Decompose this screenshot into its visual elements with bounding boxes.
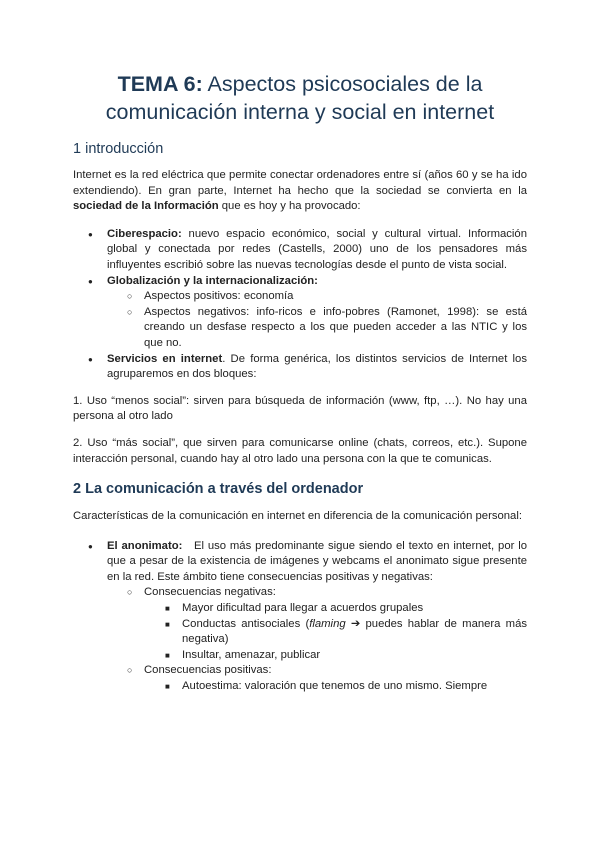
sublist-item-negativos: ○ Aspectos negativos: info-ricos e info-pobres (Ramonet, 1998): se está creando un desfase respecto a los que pueden acceder a las NTIC y los que no. (107, 305, 527, 352)
bullet-bold-label: Ciberespacio: (107, 227, 182, 240)
conductas-text-end: ➔ puedes hablar de manera más negativa) (182, 617, 528, 646)
consecuencias-list (73, 585, 527, 694)
section-2-heading: 2 La comunicación a través del ordenador (73, 481, 364, 498)
uso-menos-social: 1. Uso “menos social”: sirven para búsqueda de información (www, ftp, …). No hay una persona al otro lado (73, 394, 527, 423)
consecuencias-negativas-label: Consecuencias negativas: (144, 586, 276, 599)
list-item-ciberespacio (73, 227, 527, 274)
bullet-text: nuevo espacio económico, social y cultural virtual. Información global y conectada por redes (Castells, 2000) uno de los pensadores más influyentes escribió sobre las nuevas tecnologías desde el punto de vista social. (107, 227, 527, 271)
title-text: Aspectos psicosociales de la comunicación interna y social en internet (105, 72, 495, 124)
sublist-item-positivos: ○ Aspectos positivos: economía (107, 289, 527, 305)
negativa-item-insultar: ■ Insultar, amenazar, publicar (144, 648, 527, 664)
page-title (73, 70, 527, 126)
consecuencias-positivas (107, 663, 527, 694)
flaming-term: flaming (309, 617, 346, 630)
list-item-anonimato (73, 539, 531, 695)
bullet-text: . De forma genérica, los distintos servicios de Internet los agruparemos en dos bloques: (107, 352, 527, 381)
negativa-item-acuerdos: ■ Mayor dificultad para llegar a acuerdos grupales (144, 601, 527, 617)
intro-text-b: que es hoy y ha provocado: (218, 200, 361, 213)
bullet-bold-label: El anonimato: (107, 539, 183, 552)
list-item-servicios (73, 352, 527, 383)
negativa-item-conductas (144, 617, 527, 648)
section-2-bullet-list (73, 539, 531, 695)
section-1-heading: 1 introducción (73, 141, 164, 157)
section-1-bullet-list (73, 227, 527, 383)
bullet-bold-label: Globalización y la internacionalización: (107, 274, 318, 287)
bullet-bold-label: Servicios en internet (107, 352, 223, 365)
globalizacion-sublist (73, 289, 527, 351)
positiva-item-autoestima: ■ Autoestima: valoración que tenemos de uno mismo. Siempre (144, 679, 527, 695)
uso-mas-social: 2. Uso “más social”, que sirven para comunicarse online (chats, correos, etc.). Supone interacción personal, cuando hay al otro lado una persona con la que te comunicas. (73, 436, 527, 465)
consecuencias-positivas-label: Consecuencias positivas: (144, 664, 272, 677)
positivas-sublist (107, 679, 527, 695)
list-item-globalizacion (73, 274, 527, 352)
negativas-sublist (107, 601, 527, 663)
intro-bold-term: sociedad de la Información (73, 200, 219, 213)
title-topic-number: TEMA 6: (117, 72, 203, 96)
bullet-text: El uso más predominante sigue siendo el texto en internet, por lo que a pesar de la existencia de imágenes y webcams el anonimato sigue presente en la red. Este ámbito tiene consecuencias positivas y negativas: (107, 539, 531, 583)
consecuencias-negativas (107, 585, 527, 663)
section-2-intro: Características de la comunicación en internet en diferencia de la comunicación personal: (73, 510, 522, 523)
conductas-text: Conductas antisociales ( (182, 617, 310, 630)
intro-text-a: Internet es la red eléctrica que permite conectar ordenadores entre sí (años 60 y se ha ido extendiendo). En gran parte, Internet ha hecho que la sociedad se convierta en la (73, 169, 527, 197)
section-1-intro (73, 168, 527, 215)
